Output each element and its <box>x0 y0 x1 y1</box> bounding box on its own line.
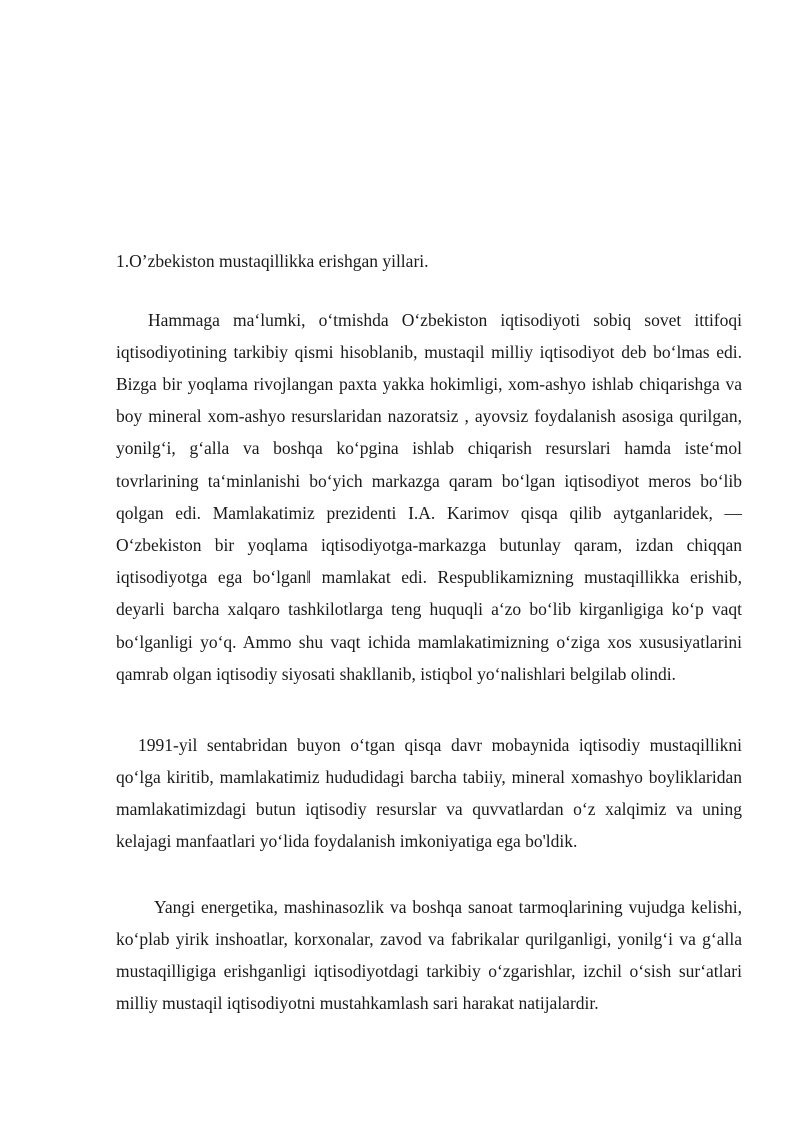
paragraph-2: 1991-yil sentabridan buyon o‘tgan qisqa davr mobaynida iqtisodiy mustaqillikni qo‘lga kiritib, mamlakatimiz hududidagi barcha tabiiy, mineral xomashyo boyliklaridan mamlakatimizdagi butun iqtisodiy resurslar va quvvatlardan o‘z xalqimiz va uning kelajagi manfaatlari yo‘lida foydalanish imkoniyatiga ega bo'ldik. <box>116 734 742 852</box>
paragraph-1: Hammaga ma‘lumki, o‘tmishda O‘zbekiston iqtisodiyoti sobiq sovet ittifoqi iqtisodiyotining tarkibiy qismi hisoblanib, mustaqil milliy iqtisodiyot deb bo‘lmas edi. Bizga bir yoqlama rivojlangan paxta yakka hokimligi, xom-ashyo ishlab chiqarishga va boy mineral xom-ashyo resurslaridan nazoratsiz , ayovsiz foydalanish asosiga qurilgan, yonilg‘i, g‘alla va boshqa ko‘pgina ishlab chiqarish resurslari hamda iste‘mol tovrlarining ta‘minlanishi bo‘yich markazga qaram bo‘lgan iqtisodiyot meros bo‘lib qolgan edi. Mamlakatimiz prezidenti I.A. Karimov qisqa qilib aytganlaridek, ― O‘zbekiston bir yoqlama iqtisodiyotga-markazga butunlay qaram, izdan chiqqan iqtisodiyotga ega bo‘lgan‖ mamlakat edi. Respublikamizning mustaqillikka erishib, deyarli barcha xalqaro tashkilotlarga teng huquqli a‘zo bo‘lib kirganligiga ko‘p vaqt bo‘lganligi yo‘q. Ammo shu vaqt ichida mamlakatimizning o‘ziga xos xususiyatlarini qamrab olgan iqtisodiy siyosati shakllanib, istiqbol yo‘nalishlari belgilab olindi. <box>116 309 742 684</box>
section-heading: 1.O’zbekiston mustaqillikka erishgan yillari. <box>116 251 429 271</box>
paragraph-3: Yangi energetika, mashinasozlik va boshqa sanoat tarmoqlarining vujudga kelishi, ko‘plab yirik inshoatlar, korxonalar, zavod va fabrikalar qurilganligi, yonilg‘i va g‘alla mustaqilligiga erishganligi iqtisodiyotdagi tarkibiy o‘zgarishlar, izchil o‘sish sur‘atlari milliy mustaqil iqtisodiyotni mustahkamlash sari harakat natijalardir. <box>116 896 742 1014</box>
